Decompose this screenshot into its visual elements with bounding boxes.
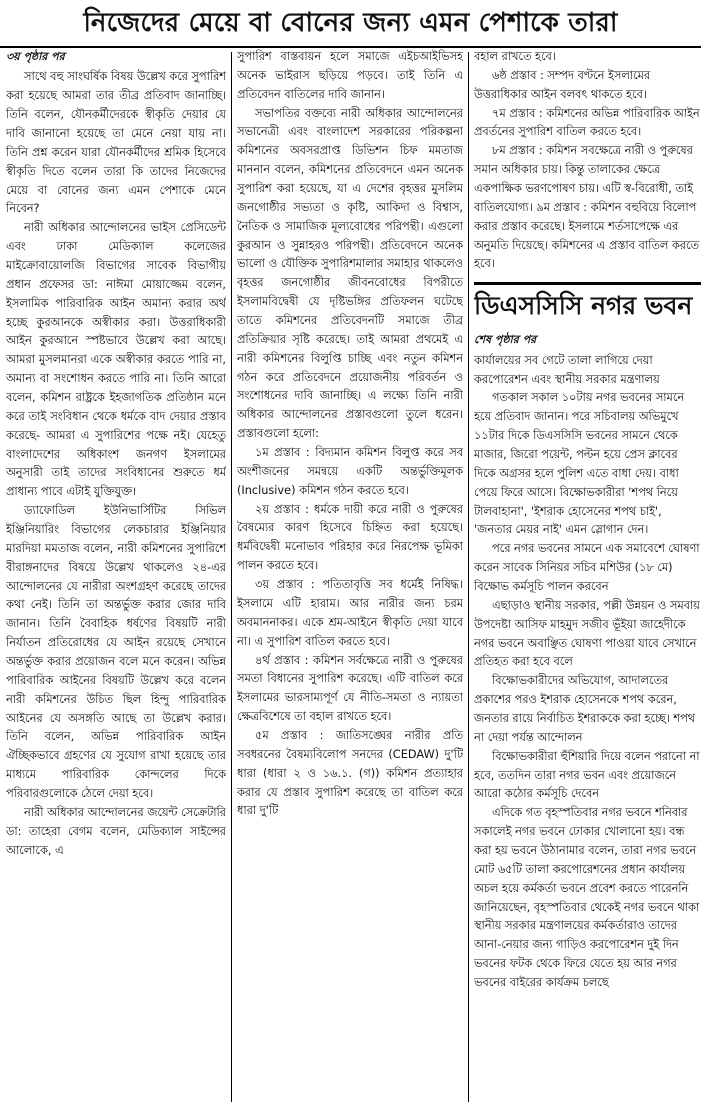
article-column-1	[6, 48, 226, 1100]
paragraph: ১ম প্রস্তাব : বিদ্যমান কমিশন বিলুপ্ত করে সব অংশীজনের সমন্বয়ে একটি অন্তর্ভুক্তিমূলক (Inclusive) কমিশন গঠন করতে হবে।	[237, 446, 463, 497]
paragraph: সুপারিশ বাস্তবায়ন হলে সমাজে এইচআইভিসহ অনেক ভাইরাস ছড়িয়ে পড়বে। তাই তিনি এ প্রতিবেদন বাতিলের দাবি জানান।	[237, 50, 463, 101]
paragraph: বিক্ষোভকারীদের অভিযোগ, আদালতের প্রকাশের পরও ইশরাক হোসেনকে শপথ করেন, জনতার রায়ে নির্বাচিত ইশরাককে করা হচ্ছে। শপথ না দেয়া পর্যন্ত আন্দোলন	[474, 674, 696, 744]
paragraph: কার্যালয়ের সব গেটে তালা লাগিয়ে দেয়া করপোরেশন এবং স্থানীয় সরকার মন্ত্রণালয়	[474, 353, 660, 386]
paragraph: ৪র্থ প্রস্তাব : কমিশন সর্বক্ষেত্রে নারী ও পুরুষের সমতা বিধানের সুপারিশ করেছে। এটি বাতিল করে ইসলামের ভারসাম্যপূর্ণ যে নীতি-সমতা ও ন্যায়তা ক্ষেত্রবিশেষে তা বহাল রাখতে হবে।	[237, 653, 463, 724]
headline: নিজেদের মেয়ে বা বোনের জন্য এমন পেশাকে তারা	[83, 8, 618, 38]
column-divider	[231, 52, 232, 1102]
paragraph: ড্যাফোডিল ইউনিভার্সিটির সিভিল ইঞ্জিনিয়ারিং বিভাগের লেকচারার ইঞ্জিনিয়ার মারদিয়া মমতাজ বলেন, নারী কমিশনের সুপারিশে বীরাঙ্গনাদের বিষয়ে উল্লেখ থাকলেও ২৪-এর আন্দোলনের যে নারীরা অংশগ্রহণ করেছে তাদের কথা নেই। তিনি তা অন্তর্ভুক্ত করার জোর দাবি জানান। তিনি বৈবাহিক ধর্ষণের বিষয়টি নারী নির্যাতন প্রতিরোধের যে আইন রয়েছে সেখানে অন্তর্ভুক্ত করার প্রয়োজন বলে মনে করেন। অভিন্ন পারিবারিক আইনের বিষয়টি উল্লেখ করে বলেন নারী কমিশনের উচিত ছিল হিন্দু পারিবারিক আইনের যে অসঙ্গতি আছে তা উল্লেখ করার। তিনি বলেন, অভিন্ন পারিবারিক আইন ঐচ্ছিকভাবে গ্রহণের যে সুযোগ রাখা হয়েছে তার মাধ্যমে পারিবারিক কোন্দলের দিকে পরিবারগুলোকে ঠেলে দেয়া হবে।	[6, 504, 226, 801]
paragraph: নারী অধিকার আন্দোলনের জয়েন্ট সেক্রেটারি ডা: তাহেরা বেগম বলেন, মেডিক্যাল সাইন্সের আলোকে, এ	[6, 805, 226, 857]
paragraph: ৬ষ্ঠ প্রস্তাব : সম্পদ বণ্টনে ইসলামের উত্তরাধিকার আইন বলবৎ থাকতে হবে।	[474, 68, 651, 101]
paragraph: ৭ম প্রস্তাব : কমিশনের অভিন্ন পারিবারিক আইন প্রবর্তনের সুপারিশ বাতিল করতে হবে।	[474, 106, 700, 139]
paragraph: ২য় প্রস্তাব : ধর্মকে দায়ী করে নারী ও পুরুষের বৈষম্যের কারণ হিসেবে চিহ্নিত করা হয়েছে। ধর্মবিদ্বেষী মনোভাব পরিহার করে নিরপেক্ষ ভূমিকা পালন করতে হবে।	[237, 502, 463, 573]
paragraph: গতকাল সকাল ১০টায় নগর ভবনের সামনে হয়ে প্রতিবাদ জানান। পরে সচিবালয় অভিমুখে ১১টার দিকে ডিএসসিসি ভবনের সামনে থেকে মাজার, জিরো পয়েন্ট, পল্টন হয়ে প্রেস ক্লাবের দিকে অগ্রসর হলে পুলিশ এতে বাধা দেয়। বাধা পেয়ে ফিরে আসে। বিক্ষোভকারীরা 'শপথ নিয়ে টালবাহানা', 'ইশরাক হোসেনের শপথ চাই', 'জনতার মেয়র নাই' এমন স্লোগান দেন।	[474, 391, 685, 537]
continuation-reference: শেষ পৃষ্ঠার পর	[474, 333, 537, 347]
article-column-3	[474, 48, 701, 1100]
paragraph: বহাল রাখতে হবে।	[474, 50, 556, 63]
column-divider	[468, 52, 469, 1102]
paragraph: ৮ম প্রস্তাব : কমিশন সবক্ষেত্রে নারী ও পুরুষের সমান অধিকার চায়। কিন্তু তালাকের ক্ষেত্রে একপাক্ষিক ভরণপোষণ চায়। এটি স্ব-বিরোধী, তাই বাতিলযোগ্য। ৯ম প্রস্তাব : কমিশন বহুবিয়ে বিলোপ করার প্রস্তাব করেছে। ইসলামে শর্তসাপেক্ষে এর অনুমতি দিয়েছে। কমিশনের এ প্রস্তাব বাতিল করতে হবে।	[474, 144, 699, 271]
second-article-headline: ডিএসসিসি নগর ভবন	[474, 282, 701, 325]
paragraph: নারী অধিকার আন্দোলনের ভাইস প্রেসিডেন্ট এবং ঢাকা মেডিক্যাল কলেজের মাইক্রোবায়োলজি বিভাগের সাবেক বিভাগীয় প্রধান প্রফেসর ডা: নাঈমা মোয়াজ্জেম বলেন, ইসলামিক পারিবারিক আইন অমান্য করার অর্থ হচ্ছে কুরআনকে অস্বীকার করা। উত্তরাধিকারী আইন কুরআনে স্পষ্টভাবে উল্লেখ করা আছে। আমরা মুসলমানরা একে অস্বীকার করতে পারি না, অমান্য বা সংশোধন করতে পারি না। তিনি আরো বলেন, কমিশন রাষ্ট্রকে ইহজাগতিক প্রতিষ্ঠান মনে করে তাই সংবিধান থেকে ধর্মকে বাদ দেয়ার প্রস্তাব করেছে- আমরা এ সুপারিশের পক্ষে নই। যেহেতু বাংলাদেশের অধিকাংশ জনগণ ইসলামের অনুসারী তাই তাদের সংবিধানের শুরুতে ধর্ম প্রাধান্য পাবে এটাই যুক্তিযুক্ত।	[6, 221, 226, 499]
paragraph: ৫ম প্রস্তাব : জাতিসঙ্ঘের নারীর প্রতি সবধরনের বৈষম্যবিলোপ সনদের (CEDAW) দু'টি ধারা (ধারা ২ ও ১৬.১. (গ)) কমিশন প্রত্যাহার করার যে প্রস্তাব সুপারিশ করেছে তা বাতিল করে ধারা দু'টি	[237, 728, 463, 818]
continuation-reference: ৩য় পৃষ্ঠার পর	[6, 50, 65, 63]
paragraph: পরে নগর ভবনের সামনে এক সমাবেশে ঘোষণা করেন সাবেক সিনিয়র সচিব মশিউর (১৮ মে) বিক্ষোভ কর্মসূচি পালন করবেন	[474, 542, 700, 593]
paragraph: ৩য় প্রস্তাব : পতিতাবৃত্তি সব ধর্মেই নিষিদ্ধ। ইসলামে এটি হারাম। আর নারীর জন্য চরম অবমাননাকর। একে শ্রম-আইনে স্বীকৃতি দেয়া যাবে না। এ সুপারিশ বাতিল করতে হবে।	[237, 578, 463, 648]
article-column-2	[237, 48, 463, 1100]
paragraph: এছাড়াও স্থানীয় সরকার, পল্লী উন্নয়ন ও সমবায় উপদেষ্টা আসিফ মাহমুদ সজীব ভূঁইয়া জাহেদীকে নগর ভবনে অবাঞ্ছিত ঘোষণা পাওয়া যাবে সেখানে প্রতিহত করা হবে বলে	[474, 598, 700, 669]
paragraph: এদিকে গত বৃহস্পতিবার নগর ভবনে শনিবার সকালেই নগর ভবনে ঢোকার খোলানো হয়। বন্ধ করা হয় ভবনে উঠানামার বলেন, তারা নগর ভবনে মোট ৬৫টি তালা করপোরেশনের প্রধান কার্যালয় অচল হয়ে কর্মকর্তা ভবনে প্রবেশ করতে পারেননি জানিয়েছেন, বৃহস্পতিবার থেকেই নগর ভবনে থাকা স্থানীয় সরকার মন্ত্রণালয়ের কর্মকর্তারাও তাদের আনা-নেয়ার জন্য গাড়িও করপোরেশন দুই দিন ভবনের ফটক থেকে ফিরে যেতে হয় আর নগর ভবনের বাইরের কার্যক্রম চলছে	[474, 806, 700, 990]
paragraph: সভাপতির বক্তব্যে নারী অধিকার আন্দোলনের সভানেত্রী এবং বাংলাদেশ সরকারের পরিকল্পনা কমিশনের অবসরপ্রাপ্ত ডিভিশন চিফ মমতাজ মাননান বলেন, কমিশনের প্রতিবেদনে এমন অনেক সুপারিশ করা হয়েছে, যা এ দেশের বৃহত্তর মুসলিম জনগোষ্ঠীর সভ্যতা ও কৃষ্টি, আকিদা ও বিশ্বাস, নৈতিক ও সামাজিক মূল্যবোধের পরিপন্থী। এগুলো কুরআন ও সুন্নাহরও পরিপন্থী। প্রতিবেদনে অনেক ভালো ও যৌক্তিক সুপারিশমালার সমাহার থাকলেও বৃহত্তর জনগোষ্ঠীর জীবনবোধের বিপরীতে ইসলামবিদ্বেষী যে দৃষ্টিভঙ্গির প্রতিফলন ঘটেছে তাতে কমিশনের প্রতিবেদনটি সমাজে তীব্র প্রতিক্রিয়ার সৃষ্টি করেছে। তাই আমরা প্রথমেই এ নারী কমিশনের বিলুপ্তি চাচ্ছি এবং নতুন কমিশন গঠন করে প্রতিবেদনে প্রয়োজনীয় পরিবর্তন ও সংশোধনের দাবি জানাচ্ছি। এ লক্ষ্যে তিনি নারী অধিকার আন্দোলনের প্রস্তাবগুলো তুলে ধরেন। প্রস্তাবগুলো হলো:	[237, 106, 463, 441]
paragraph: বিক্ষোভকারীরা হুঁশিয়ারি দিয়ে বলেন পরানো না হবে, ততদিন তারা নগর ভবন এবং প্রয়োজনে আরো কঠোর কর্মসূচি দেবেন	[474, 749, 700, 801]
paragraph: সাথে বহু সাংঘর্ষিক বিষয় উল্লেখ করে সুপারিশ করা হয়েছে আমরা তার তীব্র প্রতিবাদ জানাচ্ছি। তিনি বলেন, যৌনকর্মীদেরকে স্বীকৃতি দেয়ার যে দাবি জানানো হয়েছে তা মেনে নেয়া যায় না। তিনি প্রশ্ন করেন যারা যৌনকর্মীদের শ্রমিক হিসেবে স্বীকৃতি দিতে বলেন তারা কি তাদের নিজেদের মেয়ে বা বোনের জন্য এমন পেশাকে মেনে নিবেন?	[6, 70, 226, 216]
